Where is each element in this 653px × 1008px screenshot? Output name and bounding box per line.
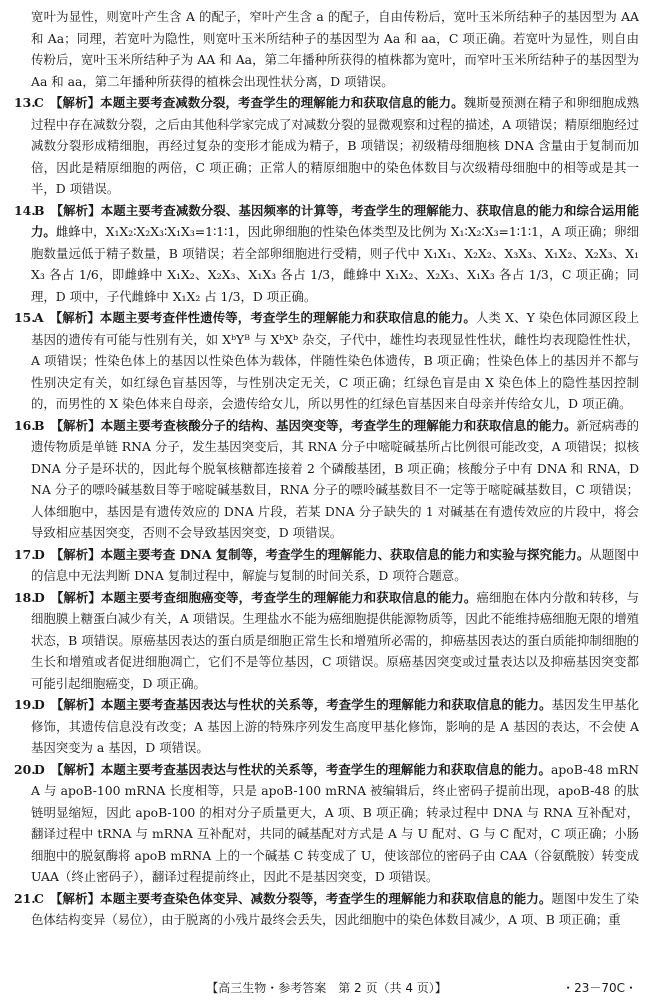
- analysis-tag: 【解析】: [50, 546, 101, 562]
- answer-letter: D: [34, 697, 45, 712]
- answer-item: [14, 544, 639, 587]
- previous-answer-continuation: 宽叶为显性，则宽叶产生含 A 的配子，窄叶产生含 a 的配子，自由传粉后，宽叶玉米所结种子的基因型为 AA 和 Aa；同理，若宽叶为隐性，则宽叶玉米所结种子的基因型为 Aa 和 aa，C 项正确。若宽叶为显性，则自由传粉后，宽叶玉米所结种子为 AA 和 Aa，第二年播种所获得的植株都为宽叶，而窄叶玉米所结种子的基因型为 Aa 和 aa，第二年播种所获得的植株会出现性状分离，D 项错误。: [31, 9, 639, 89]
- question-number: 20.: [14, 761, 36, 777]
- analysis-lead: 本题主要考查伴性遗传等，考查学生的理解能力和获取信息的能力。: [99, 310, 476, 325]
- analysis-tag: 【解析】: [50, 761, 101, 777]
- question-number: 14.: [14, 202, 36, 218]
- analysis-tag: 【解析】: [50, 697, 101, 712]
- analysis-lead: 本题主要考查减数分裂，考查学生的理解能力和获取信息的能力。: [100, 95, 464, 110]
- answer-item: [14, 307, 639, 415]
- answer-letter: C: [34, 95, 44, 110]
- answer-letter: B: [34, 202, 45, 218]
- analysis-body: 题图中发生了染色体结构变异（易位），由于脱离的小残片最终会丢失，因此细胞中的染色体数目减少，A 项、B 项正确；重: [31, 890, 640, 927]
- answer-item: [14, 415, 639, 544]
- answer-letter: B: [34, 417, 45, 433]
- analysis-tag: 【解析】: [50, 589, 101, 605]
- answer-list: [14, 92, 639, 931]
- analysis-body: 雌蜂中，X₁X₂∶X₂X₃∶X₁X₃=1∶1∶1，因此卵细胞的性染色体类型及比例为 X₁∶X₂∶X₃=1∶1∶1，A 项正确；卵细胞数量远低于精子数量，B 项错误；若全部卵细胞进行受精，则子代中 X₁X₁、X₂X₂、X₃X₃、X₁X₂、X₂X₃、X₁X₃ 各占 1/6，即雌蜂中 X₁X₂、X₂X₃、X₁X₃ 各占 1/3，雌蜂中 X₁X₂、X₂X₃、X₁X₃ 各占 1/3，C 项正确；同理，D 项中，子代雌蜂中 X₁X₂ 占 1/3，D 项正确。: [31, 224, 640, 304]
- answer-content: [14, 6, 639, 931]
- question-number: 17.: [14, 546, 36, 562]
- answer-item: [14, 888, 639, 931]
- analysis-lead: 本题主要考查基因表达与性状的关系等，考查学生的理解能力和获取信息的能力。: [100, 761, 551, 777]
- answer-item: [14, 587, 639, 695]
- answer-item: [14, 92, 639, 200]
- analysis-body: 基因发生甲基化修饰，其遗传信息没有改变；A 基因上游的特殊序列发生高度甲基化修饰，影响的是 A 基因的表达，不会使 A 基因突变为 a 基因，D 项错误。: [31, 697, 640, 755]
- analysis-tag: 【解析】: [49, 95, 101, 110]
- analysis-body: apoB-48 mRNA 与 apoB-100 mRNA 长度相等，只是 apoB-100 mRNA 被编辑后，终止密码子提前出现，apoB-48 的肽链明显缩短，因此 apoB-100 的相对分子质量更大，A 项、B 项正确；转录过程中 DNA 与 RNA 互补配对，翻译过程中 tRNA 与 mRNA 互补配对，共同的碱基配对方式是 A 与 U 配对、G 与 C 配对，C 项正确；小肠细胞中的脱氨酶将 apoB mRNA 上的一个碱基 C 转变成了 U，使该部位的密码子由 CAA（谷氨酰胺）转变成 UAA（终止密码子），翻译过程提前终止，因此不是基因突变，D 项错误。: [31, 761, 640, 884]
- analysis-body: 从题图中的信息中无法判断 DNA 复制过程中，解旋与复制的时间关系，D 项符合题意。: [31, 546, 640, 583]
- analysis-tag: 【解析】: [50, 202, 101, 218]
- analysis-lead: 本题主要考查 DNA 复制等，考查学生的理解能力、获取信息的能力和实验与探究能力。: [100, 546, 590, 562]
- analysis-lead: 本题主要考查染色体变异、减数分裂等，考查学生的理解能力和获取信息的能力。: [100, 890, 552, 906]
- footer-code: ・23－70C・: [562, 981, 637, 995]
- analysis-lead: 本题主要考查基因表达与性状的关系等，考查学生的理解能力和获取信息的能力。: [100, 697, 552, 712]
- question-number: 13.: [14, 95, 36, 110]
- answer-item: [14, 200, 639, 308]
- analysis-body: 人类 X、Y 染色体同源区段上基因的遗传有可能与性别有关，如 XᵇYᴮ 与 XᵇXᵇ 杂交，子代中，雄性均表现显性性状，雌性均表现隐性性状，A 项错误；性染色体上的基因以性染色体为载体，伴随性染色体遗传，B 项正确；性染色体上的基因并不都与性别决定有关，如红绿色盲基因等，与性别决定无关，C 项正确；红绿色盲是由 X 染色体上的隐性基因控制的，而男性的 X 染色体来自母亲，会遗传给女儿，所以男性的红绿色盲基因来自母亲并传给女儿，D 项正确。: [31, 310, 640, 411]
- analysis-body: 新冠病毒的遗传物质是单链 RNA 分子，发生基因突变后，其 RNA 分子中嘧啶碱基所占比例很可能改变，A 项错误；拟核 DNA 分子是环状的，因此每个脱氧核糖都连接着 2 个磷酸基团，B 项正确；核酸分子中有 DNA 和 RNA，DNA 分子的嘌呤碱基数目等于嘧啶碱基数目，RNA 分子的嘌呤碱基数目不一定等于嘧啶碱基数目，C 项错误；人体细胞中，基因是有遗传效应的 DNA 片段，若某 DNA 分子缺失的 1 对碱基在有遗传效应的片段中，将会导致相应基因突变，否则不会导致基因突变，D 项错误。: [31, 417, 640, 540]
- analysis-body: 魏斯曼预测在精子和卵细胞成熟过程中存在减数分裂，之后由其他科学家完成了对减数分裂的显微观察和过程的描述，A 项错误；精原细胞经过减数分裂形成精细胞，再经过复杂的变形才能成为精子，B 项错误；初级精母细胞核 DNA 含量由于复制而加倍，因此是精原细胞的两倍，C 项正确；正常人的精原细胞中的染色体数目与次级精母细胞中的相等或是其一半，D 项错误。: [31, 95, 640, 196]
- answer-letter: D: [34, 589, 45, 605]
- answer-item: [14, 694, 639, 759]
- question-number: 19.: [14, 697, 36, 712]
- question-number: 18.: [14, 589, 36, 605]
- answer-letter: A: [34, 310, 44, 325]
- analysis-tag: 【解析】: [49, 890, 101, 906]
- analysis-lead: 本题主要考查减数分裂、基因频率的计算等，考查学生的理解能力、获取信息的能力和综合运用能力。: [31, 202, 640, 239]
- question-number: 15.: [14, 310, 36, 325]
- analysis-lead: 本题主要考查细胞癌变等，考查学生的理解能力和获取信息的能力。: [100, 589, 477, 605]
- answer-letter: D: [34, 761, 45, 777]
- analysis-lead: 本题主要考查核酸分子的结构、基因突变等，考查学生的理解能力和获取信息的能力。: [100, 417, 577, 433]
- page-footer: [0, 976, 653, 998]
- question-number: 21.: [14, 890, 36, 906]
- answer-letter: D: [34, 546, 45, 562]
- analysis-body: 癌细胞在体内分散和转移，与细胞膜上糖蛋白减少有关，A 项错误。生理盐水不能为癌细胞提供能源物质等，因此不能维持癌细胞无限的增殖状态，B 项错误。原癌基因表达的蛋白质是细胞正常生长和增殖所必需的，抑癌基因表达的蛋白质能抑制细胞的生长和增殖或者促进细胞凋亡，它们不是等位基因，C 项错误。原癌基因突变或过量表达以及抑癌基因突变都可能引起细胞癌变，D 项正确。: [31, 589, 640, 691]
- footer-title: 【高三生物・参考答案 第 2 页（共 4 页）】: [206, 981, 447, 995]
- analysis-tag: 【解析】: [49, 310, 100, 325]
- answer-letter: C: [34, 890, 44, 906]
- question-number: 16.: [14, 417, 36, 433]
- analysis-tag: 【解析】: [50, 417, 101, 433]
- answer-item: [14, 759, 639, 888]
